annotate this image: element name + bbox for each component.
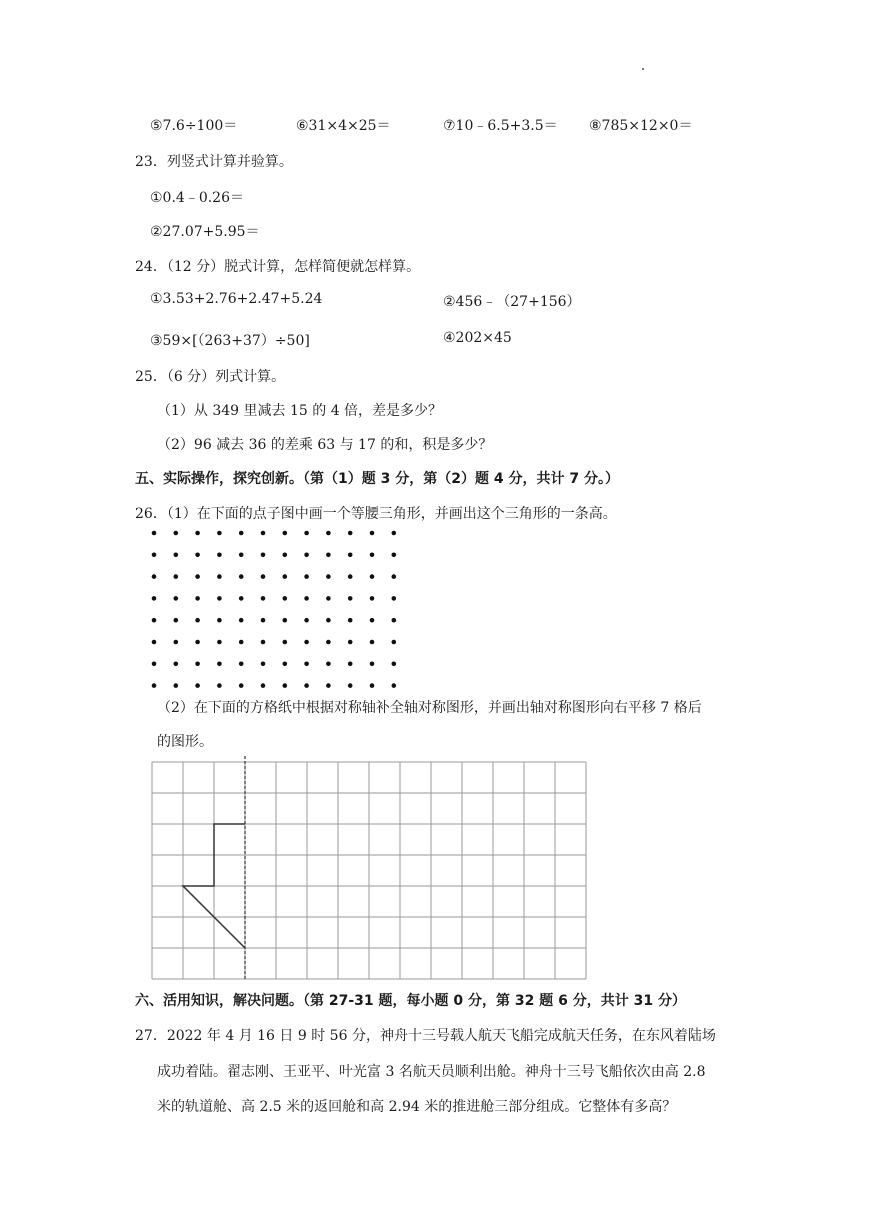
grid-dot xyxy=(283,596,288,601)
grid-dot xyxy=(326,662,331,667)
grid-dot xyxy=(261,683,266,688)
grid-dot xyxy=(174,553,179,558)
grid-dot xyxy=(217,553,222,558)
q22-item-6: ⑥31×4×25＝ xyxy=(296,118,391,134)
grid-dot xyxy=(348,531,353,536)
grid-dot xyxy=(195,531,200,536)
q26-part-2-line-2: 的图形。 xyxy=(157,734,213,750)
grid-dot xyxy=(195,683,200,688)
grid-dot xyxy=(283,640,288,645)
q26-part-2-line-1: （2）在下面的方格纸中根据对称轴补全轴对称图形，并画出轴对称图形向右平移 7 格后 xyxy=(157,700,702,716)
grid-dot xyxy=(174,683,179,688)
grid-dot xyxy=(261,531,266,536)
grid-dot xyxy=(304,553,309,558)
square-grid xyxy=(146,756,598,980)
grid-dot xyxy=(217,683,222,688)
grid-dot xyxy=(261,574,266,579)
dot-grid xyxy=(140,522,415,692)
grid-dot xyxy=(283,574,288,579)
grid-dot xyxy=(326,640,331,645)
grid-dot xyxy=(283,662,288,667)
grid-dot xyxy=(174,596,179,601)
q22-item-5: ⑤7.6÷100＝ xyxy=(150,118,238,134)
corner-dot xyxy=(642,68,644,70)
grid-dot xyxy=(217,618,222,623)
grid-dot xyxy=(239,640,244,645)
q24-item-1: ①3.53+2.76+2.47+5.24 xyxy=(150,291,323,307)
grid-dot xyxy=(392,683,397,688)
grid-dot xyxy=(326,596,331,601)
grid-dot xyxy=(370,574,375,579)
grid-dot xyxy=(326,618,331,623)
grid-dot xyxy=(283,683,288,688)
grid-dot xyxy=(370,531,375,536)
grid-dot xyxy=(304,683,309,688)
grid-lines xyxy=(152,762,586,979)
grid-dot xyxy=(261,618,266,623)
grid-dot xyxy=(239,596,244,601)
q22-item-8: ⑧785×12×0＝ xyxy=(589,118,693,134)
grid-dot xyxy=(239,531,244,536)
grid-dot xyxy=(261,553,266,558)
grid-dot xyxy=(261,640,266,645)
grid-dot xyxy=(326,574,331,579)
grid-dot xyxy=(326,531,331,536)
grid-dot xyxy=(304,662,309,667)
grid-dot xyxy=(152,618,157,623)
grid-dot xyxy=(174,662,179,667)
q27-line-3: 米的轨道舱、高 2.5 米的返回舱和高 2.94 米的推进舱三部分组成。它整体有多高？ xyxy=(157,1099,677,1115)
grid-dot xyxy=(217,640,222,645)
grid-dot xyxy=(152,574,157,579)
q25-item-1: （1）从 349 里减去 15 的 4 倍，差是多少？ xyxy=(157,403,443,419)
grid-dot xyxy=(239,553,244,558)
section-5-heading: 五、实际操作，探究创新。（第（1）题 3 分，第（2）题 4 分，共计 7 分。） xyxy=(135,471,619,487)
grid-dot xyxy=(348,683,353,688)
grid-dot xyxy=(392,596,397,601)
grid-dot xyxy=(304,596,309,601)
grid-dot xyxy=(239,574,244,579)
grid-dot xyxy=(392,553,397,558)
grid-dot xyxy=(174,574,179,579)
grid-dot xyxy=(326,553,331,558)
grid-dot xyxy=(174,640,179,645)
q23-item-2: ②27.07+5.95＝ xyxy=(150,224,260,240)
grid-dot xyxy=(392,531,397,536)
q22-item-7: ⑦10﹣6.5+3.5＝ xyxy=(443,118,558,134)
q25-title: 25．（6 分）列式计算。 xyxy=(135,369,286,385)
grid-dot xyxy=(239,618,244,623)
q24-item-2: ②456﹣（27+156） xyxy=(443,294,581,310)
q26-part-1: 26．（1）在下面的点子图中画一个等腰三角形，并画出这个三角形的一条高。 xyxy=(135,506,617,522)
q24-title: 24．（12 分）脱式计算，怎样简便就怎样算。 xyxy=(135,259,421,275)
grid-dot xyxy=(261,662,266,667)
q23-title: 23．列竖式计算并验算。 xyxy=(135,154,293,170)
grid-dot xyxy=(152,683,157,688)
grid-dot xyxy=(174,531,179,536)
grid-dot xyxy=(195,574,200,579)
grid-dot xyxy=(370,662,375,667)
grid-dot xyxy=(152,662,157,667)
grid-dot xyxy=(348,662,353,667)
grid-dot xyxy=(304,618,309,623)
grid-dot xyxy=(217,662,222,667)
q25-item-2: （2）96 减去 36 的差乘 63 与 17 的和，积是多少？ xyxy=(157,437,493,453)
grid-dot xyxy=(304,574,309,579)
q27-line-2: 成功着陆。翟志刚、王亚平、叶光富 3 名航天员顺利出舱。神舟十三号飞船依次由高 2.8 xyxy=(157,1064,706,1080)
grid-dot xyxy=(152,531,157,536)
grid-dot xyxy=(152,640,157,645)
q27-line-1: 27．2022 年 4 月 16 日 9 时 56 分，神舟十三号载人航天飞船完成航天任务，在东风着陆场 xyxy=(135,1028,716,1044)
grid-dot xyxy=(392,640,397,645)
grid-dot xyxy=(239,662,244,667)
grid-dot xyxy=(392,574,397,579)
section-6-heading: 六、活用知识，解决问题。（第 27-31 题，每小题 0 分，第 32 题 6 分，共计 31 分） xyxy=(135,993,686,1009)
grid-dot xyxy=(348,553,353,558)
grid-dot xyxy=(152,553,157,558)
grid-dot xyxy=(152,596,157,601)
grid-dot xyxy=(370,596,375,601)
grid-dot xyxy=(283,618,288,623)
grid-dot xyxy=(174,618,179,623)
grid-dot xyxy=(392,618,397,623)
q24-item-4: ④202×45 xyxy=(443,330,512,346)
grid-dot xyxy=(217,596,222,601)
grid-dot xyxy=(195,553,200,558)
grid-dot xyxy=(261,596,266,601)
grid-dot xyxy=(195,618,200,623)
grid-dot xyxy=(195,640,200,645)
grid-dot xyxy=(370,683,375,688)
q23-item-1: ①0.4﹣0.26＝ xyxy=(150,190,244,206)
grid-dot xyxy=(348,640,353,645)
grid-dot xyxy=(195,662,200,667)
grid-dot xyxy=(348,574,353,579)
grid-dot xyxy=(392,662,397,667)
grid-dot xyxy=(283,531,288,536)
grid-dot xyxy=(304,640,309,645)
grid-dot xyxy=(348,596,353,601)
grid-dot xyxy=(370,553,375,558)
grid-dot xyxy=(217,574,222,579)
grid-dot xyxy=(217,531,222,536)
grid-dot xyxy=(370,618,375,623)
grid-dot xyxy=(283,553,288,558)
grid-dot xyxy=(239,683,244,688)
q24-item-3: ③59×[（263+37）÷50] xyxy=(150,333,310,349)
grid-dot xyxy=(304,531,309,536)
grid-dot xyxy=(326,683,331,688)
grid-dot xyxy=(370,640,375,645)
grid-dot xyxy=(195,596,200,601)
grid-dot xyxy=(348,618,353,623)
